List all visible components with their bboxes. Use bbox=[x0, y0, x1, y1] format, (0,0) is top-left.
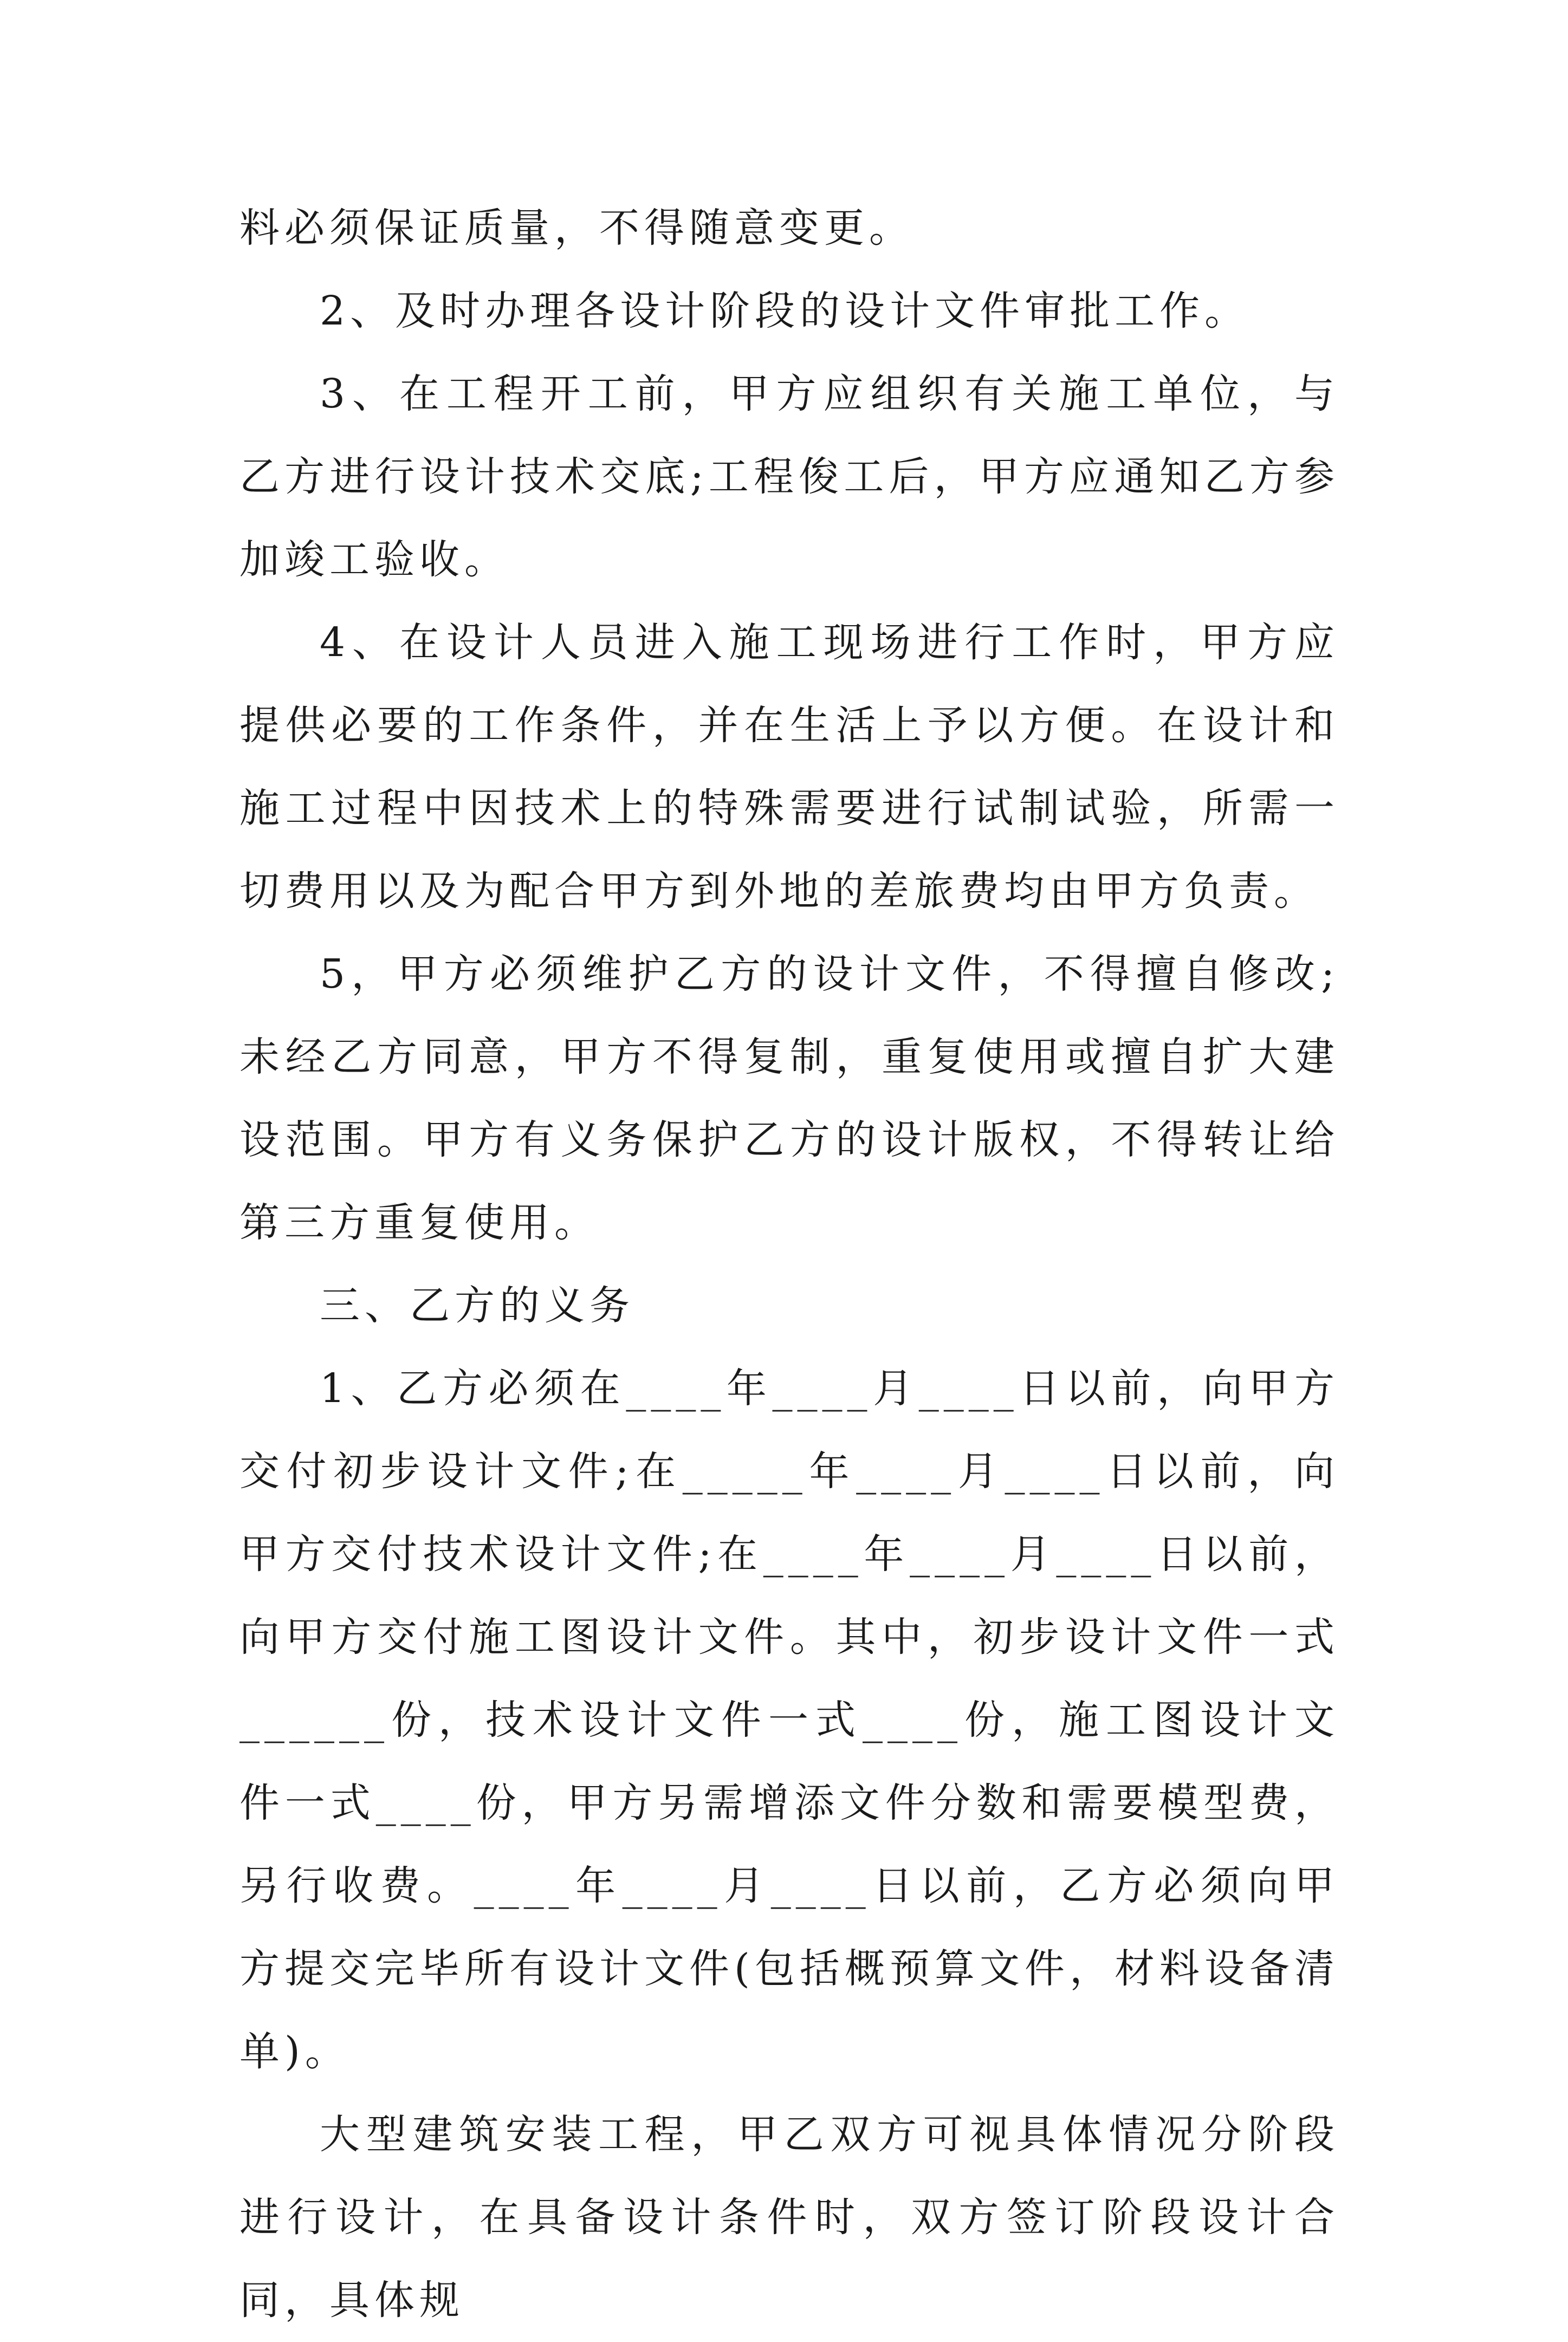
paragraph-clause-5: 5，甲方必须维护乙方的设计文件，不得擅自修改;未经乙方同意，甲方不得复制，重复使用或擅自扩大建设范围。甲方有义务保护乙方的设计版权，不得转让给第三方重复使用。 bbox=[239, 951, 1339, 1246]
section-heading-party-b-obligations: 三、乙方的义务 bbox=[320, 1282, 634, 1329]
paragraph-clause-3: 3、在工程开工前，甲方应组织有关施工单位，与乙方进行设计技术交底;工程俊工后，甲方应通知乙方参加竣工验收。 bbox=[239, 371, 1339, 583]
paragraph-clause-4: 4、在设计人员进入施工现场进行工作时，甲方应提供必要的工作条件，并在生活上予以方便。在设计和施工过程中因技术上的特殊需要进行试制试验，所需一切费用以及为配合甲方到外地的差旅费均由甲方负责。 bbox=[239, 619, 1339, 914]
paragraph-large-projects: 大型建筑安装工程，甲乙双方可视具体情况分阶段进行设计，在具备设计条件时，双方签订阶段设计合同，具体规 bbox=[239, 2111, 1339, 2324]
paragraph-party-b-clause-1: 1、乙方必须在____年____月____日以前，向甲方交付初步设计文件;在_____年____月____日以前，向甲方交付技术设计文件;在____年____月____日以前，向甲方交付施工图设计文件。其中，初步设计文件一式______份，技术设计文件一式____份，施工图设计文件一式____份，甲方另需增添文件分数和需要模型费，另行收费。____年____月____日以前，乙方必须向甲方提交完毕所有设计文件(包括概预算文件，材料设备清单)。 bbox=[239, 1365, 1339, 2075]
document-body bbox=[239, 187, 1339, 2342]
paragraph-continuation: 料必须保证质量，不得随意变更。 bbox=[239, 205, 914, 251]
paragraph-clause-2: 2、及时办理各设计阶段的设计文件审批工作。 bbox=[320, 288, 1250, 334]
